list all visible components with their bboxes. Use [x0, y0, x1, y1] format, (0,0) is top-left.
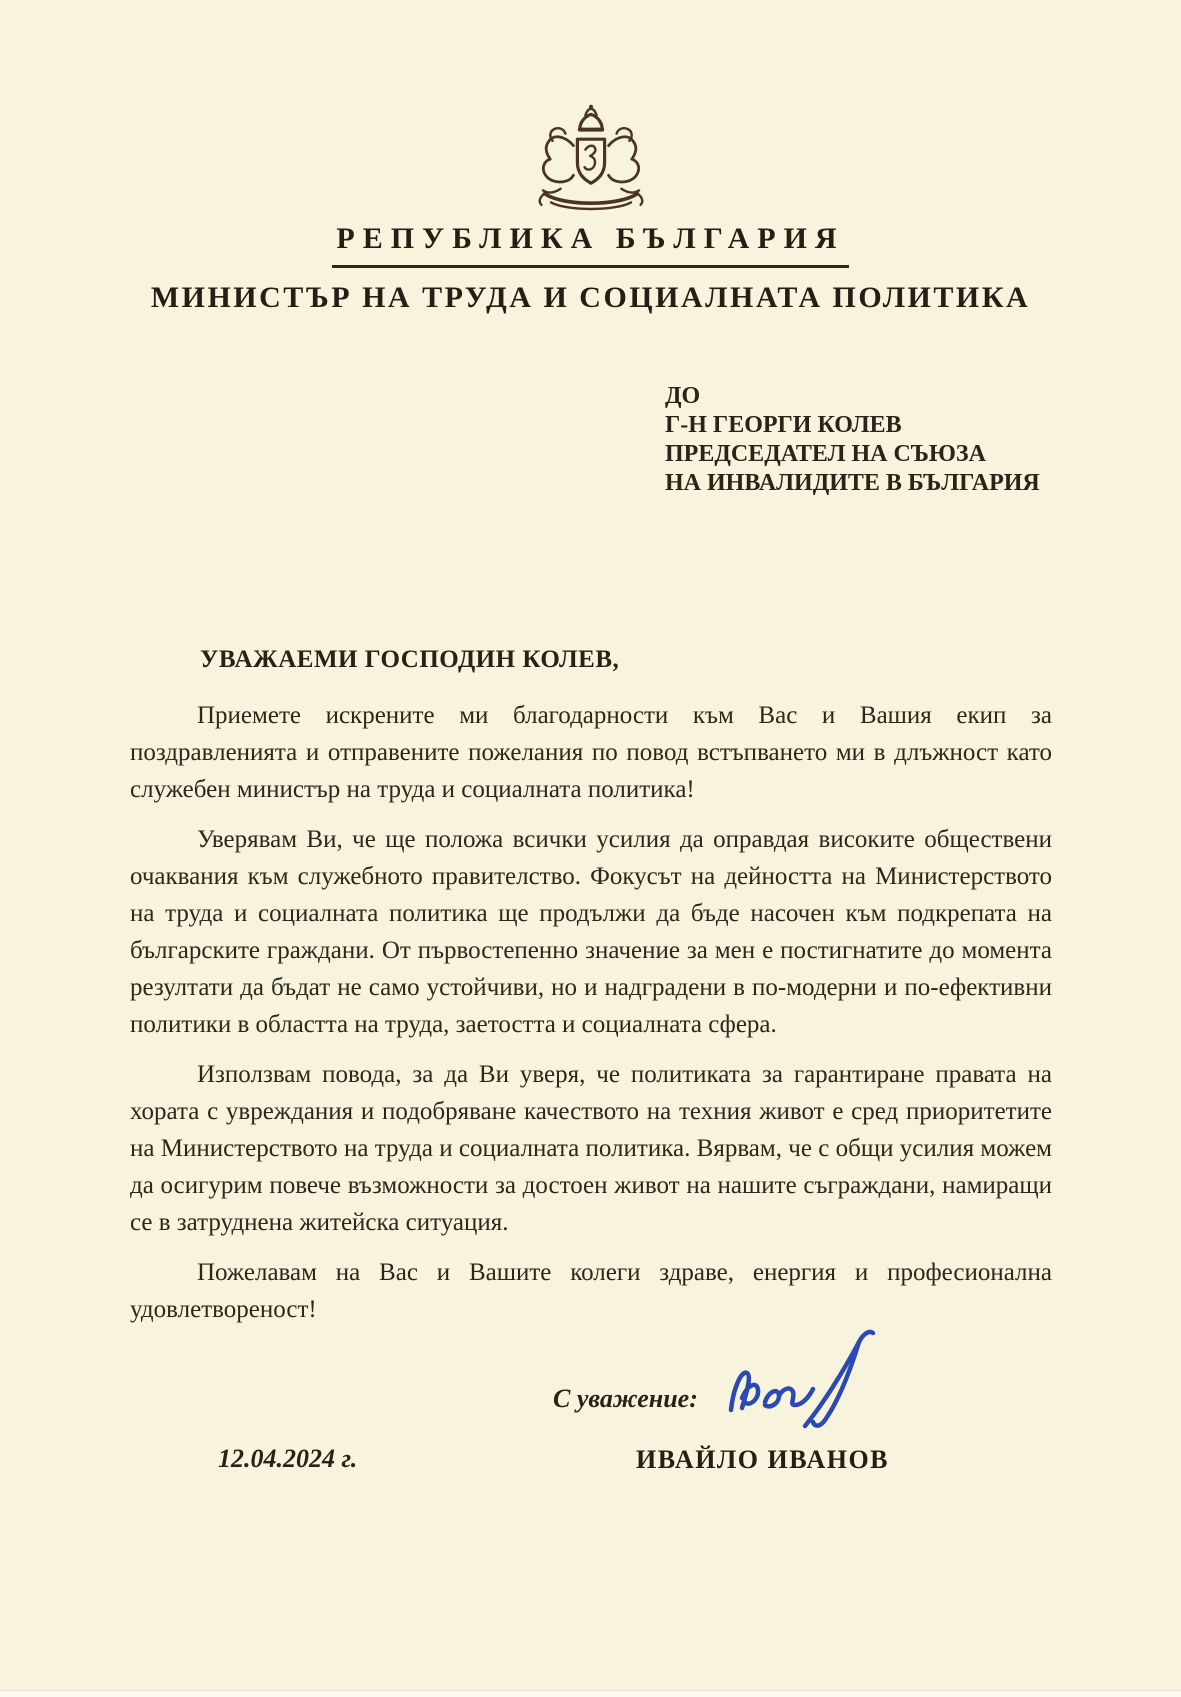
signatory-name: ИВАЙЛО ИВАНОВ — [636, 1445, 890, 1474]
paragraph-1: Приемете искрените ми благодарности към Вас и Вашия екип за поздравленията и отправените пожелания по повод встъпването ми в длъжност като служебен министър на труда и социалната политика! — [130, 702, 1052, 803]
paragraph-4: Пожелавам на Вас и Вашите колеги здраве, енергия и професионална удовлетвореност! — [130, 1259, 1052, 1323]
salutation: УВАЖАЕМИ ГОСПОДИН КОЛЕВ, — [200, 646, 620, 673]
minister-title: МИНИСТЪР НА ТРУДА И СОЦИАЛНАТА ПОЛИТИКА — [150, 281, 1031, 314]
recipient-line-title2: НА ИНВАЛИДИТЕ В БЪЛГАРИЯ — [665, 470, 1040, 496]
handwritten-signature-icon — [715, 1326, 950, 1450]
paragraph-3: Използвам повода, за да Ви уверя, че политиката за гарантиране правата на хората с увреждания и подобряване качеството на техния живот е сред приоритетите на Министерството на труда и социалната политика. Вярвам, че с общи усилия можем да осигурим повече възможности за достоен живот на нашите съграждани, намиращи се в затруднена житейска ситуация. — [130, 1061, 1052, 1236]
republic-title-text: РЕПУБЛИКА БЪЛГАРИЯ — [332, 222, 848, 268]
recipient-line-name: Г-Н ГЕОРГИ КОЛЕВ — [665, 412, 902, 438]
paragraph-2: Уверявам Ви, че ще положа всички усилия да оправдая високите обществени очаквания към служебното правителство. Фокусът на дейността на Министерството на труда и социалната политика ще продължи да бъде насочен към подкрепата на българските граждани. От първостепенно значение за мен е постигнатите до момента резултати да бъдат не само устойчиви, но и надградени в по-модерни и по-ефективни политики в областта на труда, заетостта и социалната сфера. — [130, 826, 1052, 1038]
recipient-line-title1: ПРЕДСЕДАТЕЛ НА СЪЮЗА — [665, 441, 986, 467]
republic-title — [0, 222, 1181, 268]
recipient-line-to: ДО — [665, 383, 701, 409]
letter-body — [130, 697, 1052, 1341]
recipient-block — [665, 382, 1040, 498]
scan-edge — [0, 1690, 1181, 1697]
closing-salutation: С уважение: — [553, 1384, 698, 1413]
letter-date: 12.04.2024 г. — [218, 1444, 358, 1473]
bulgarian-coat-of-arms-icon — [509, 104, 673, 232]
